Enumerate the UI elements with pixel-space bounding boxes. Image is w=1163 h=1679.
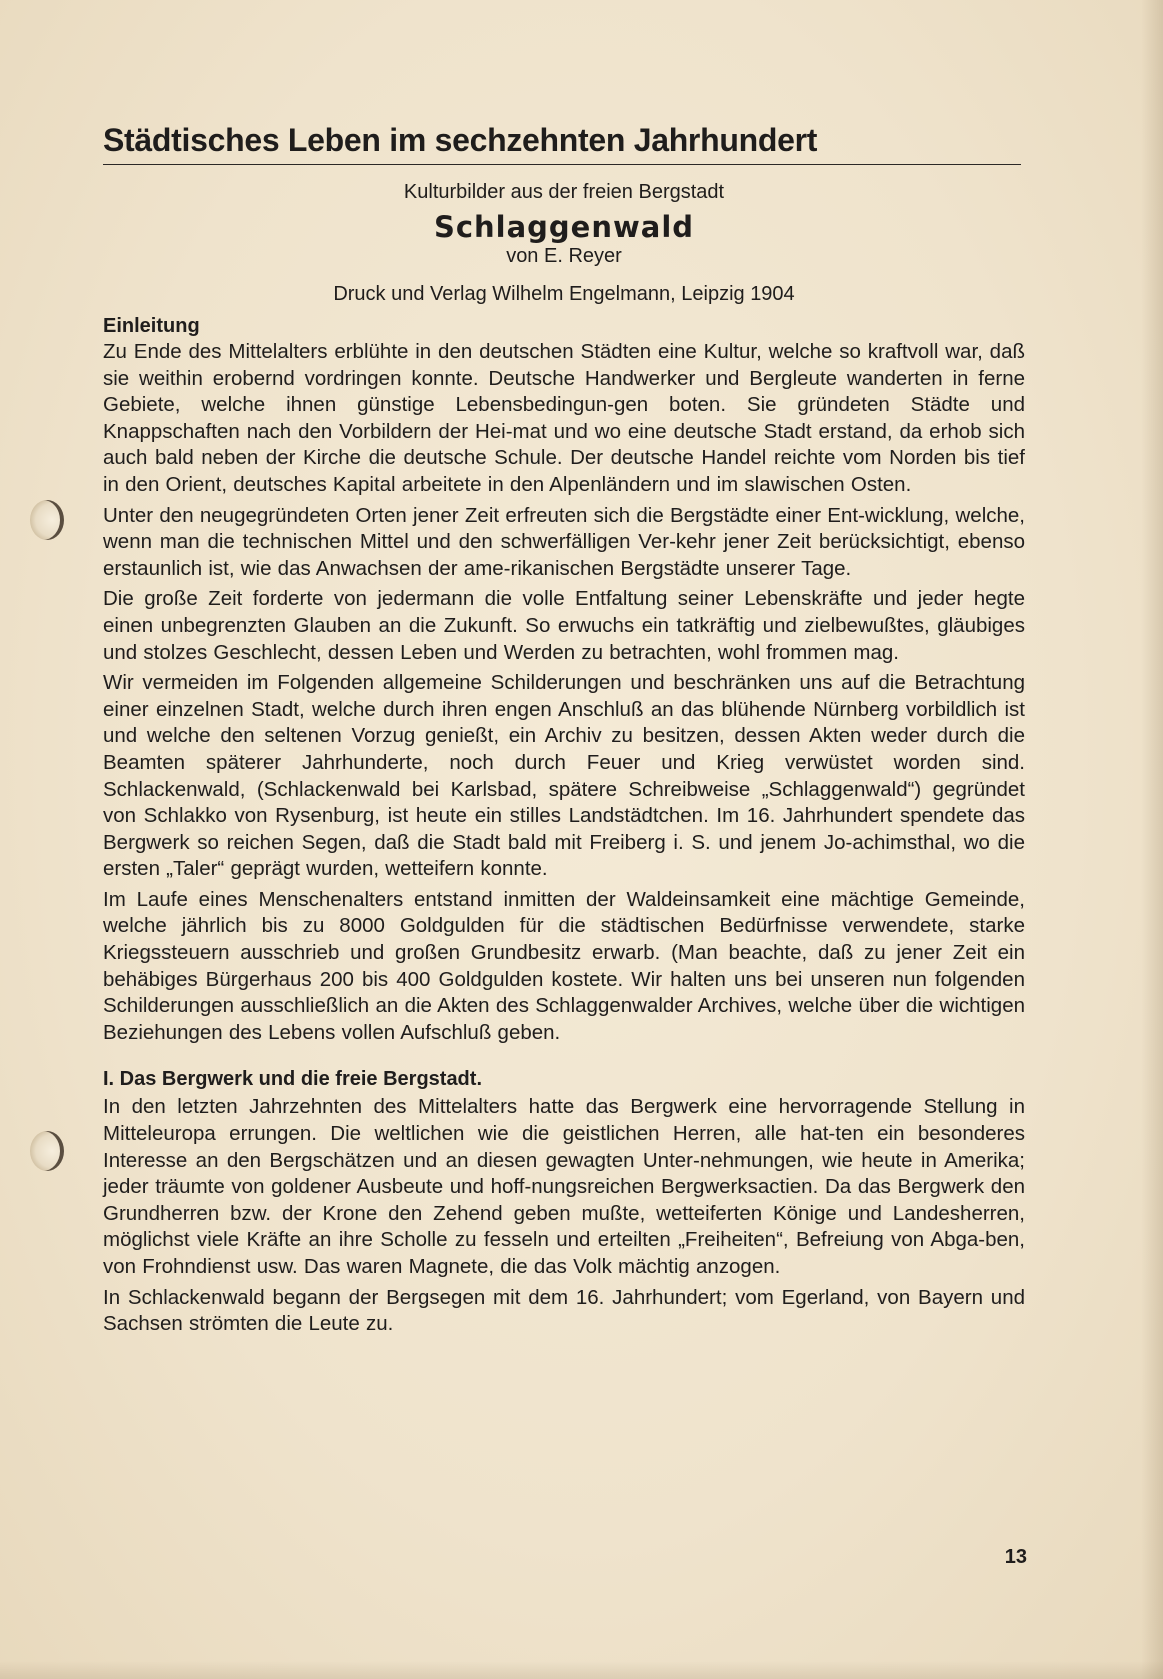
- introduction-heading: Einleitung: [103, 315, 200, 337]
- paper-bottom-shadow: [0, 1661, 1163, 1679]
- publisher-line: Druck und Verlag Wilhelm Engelmann, Leipzig 1904: [333, 283, 795, 305]
- paper-edge-shadow: [1141, 0, 1163, 1679]
- page-content: [103, 120, 1025, 1338]
- page-title: Städtisches Leben im sechzehnten Jahrhundert: [103, 120, 1021, 165]
- introduction-paragraph: Wir vermeiden im Folgenden allgemeine Schilderungen und beschränken uns auf die Betrachtung einer einzelnen Stadt, welche durch ihren engen Anschluß an das blühende Nürnberg vorbildlich ist und welche den seltenen Vorzug genießt, ein Archiv zu besitzen, dessen Akten weder durch die Beamten späterer Jahrhunderte, noch durch Feuer und Krieg verwüstet worden sind. Schlackenwald, (Schlackenwald bei Karlsbad, spätere Schreibweise „Schlaggenwald“) gegründet von Schlakko von Rysenburg, ist heute ein stilles Landstädtchen. Im 16. Jahrhundert spendete das Bergwerk so reichen Segen, daß die Stadt bald mit Freiberg i. S. und jenem Jo-achimsthal, wo die ersten „Taler“ geprägt wurden, wetteifern konnte.: [103, 671, 1025, 881]
- introduction-paragraph: Unter den neugegründeten Orten jener Zeit erfreuten sich die Bergstädte einer Ent-wicklung, welche, wenn man die technischen Mittel und den schwerfälligen Ver-kehr jener Zeit berücksichtigt, ebenso erstaunlich ist, wie das Anwachsen der ame-rikanischen Bergstädte unserer Tage.: [103, 503, 1025, 580]
- place-title: Schlaggenwald: [433, 210, 695, 244]
- introduction-paragraph: Zu Ende des Mittelalters erblühte in den deutschen Städten eine Kultur, welche so kraftvoll war, daß sie weithin erobernd vordringen konnte. Deutsche Handwerker und Bergleute wanderten in ferne Gebiete, welche ihnen günstige Lebensbedingun-gen boten. Sie gründeten Städte und Knappschaften nach den Vorbildern der Hei-mat und wo eine deutsche Stadt erstand, da erhob sich auch bald neben der Kirche die deutsche Schule. Der deutsche Handel reichte vom Norden bis tief in den Orient, deutsches Kapital arbeitete in den Alpenländern und im slawischen Osten.: [103, 340, 1025, 496]
- introduction-paragraph: Im Laufe eines Menschenalters entstand inmitten der Waldeinsamkeit eine mächtige Gemeinde, welche jährlich bis zu 8000 Goldgulden für die städtischen Bedürfnisse verwendete, starke Kriegssteuern ausschrieb und großen Grundbesitz erwarb. (Man beachte, daß zu jener Zeit ein behäbiges Bürgerhaus 200 bis 400 Goldgulden kostete. Wir halten uns bei unseren nun folgenden Schilderungen ausschließlich an die Akten des Schlaggenwalder Archives, welche über die wichtigen Beziehungen des Lebens vollen Aufschluß geben.: [103, 887, 1025, 1044]
- chapter-paragraph: In den letzten Jahrzehnten des Mittelalters hatte das Bergwerk eine hervorragende Stellung in Mitteleuropa errungen. Die weltlichen wie die geistlichen Herren, alle hat-ten ein besonderes Interesse an den Bergschätzen und an diesen gewagten Unter-nehmungen, wie heute in Amerika; jeder träumte von goldener Ausbeute und hoff-nungsreichen Bergwerksactien. Da das Bergwerk den Grundherren bzw. der Krone den Zehend geben mußte, wetteiferten Könige und Landesherren, möglichst viele Kräfte an ihre Scholle zu fesseln und erteilten „Freiheiten“, Befreiung von Abga-ben, von Frohndienst usw. Das waren Magnete, die das Volk mächtig anzogen.: [103, 1095, 1025, 1278]
- introduction-paragraph: Die große Zeit forderte von jedermann die volle Entfaltung seiner Lebenskräfte und jeder hegte einen unbegrenzten Glauben an die Zukunft. So erwuchs ein tatkräftig und zielbewußtes, gläubiges und stolzes Geschlecht, dessen Leben und Werden zu betrachten, wohl frommen mag.: [103, 587, 1025, 664]
- page-number: 13: [1004, 1546, 1027, 1568]
- punch-hole-bottom: [30, 1131, 64, 1171]
- chapter-paragraph: In Schlackenwald begann der Bergsegen mit dem 16. Jahrhundert; vom Egerland, von Bayern und Sachsen strömten die Leute zu.: [103, 1285, 1025, 1336]
- author-line: von E. Reyer: [506, 245, 622, 267]
- book-subtitle: Kulturbilder aus der freien Bergstadt: [403, 181, 725, 203]
- chapter-heading: I. Das Bergwerk und die freie Bergstadt.: [103, 1068, 482, 1091]
- punch-hole-top: [30, 500, 64, 540]
